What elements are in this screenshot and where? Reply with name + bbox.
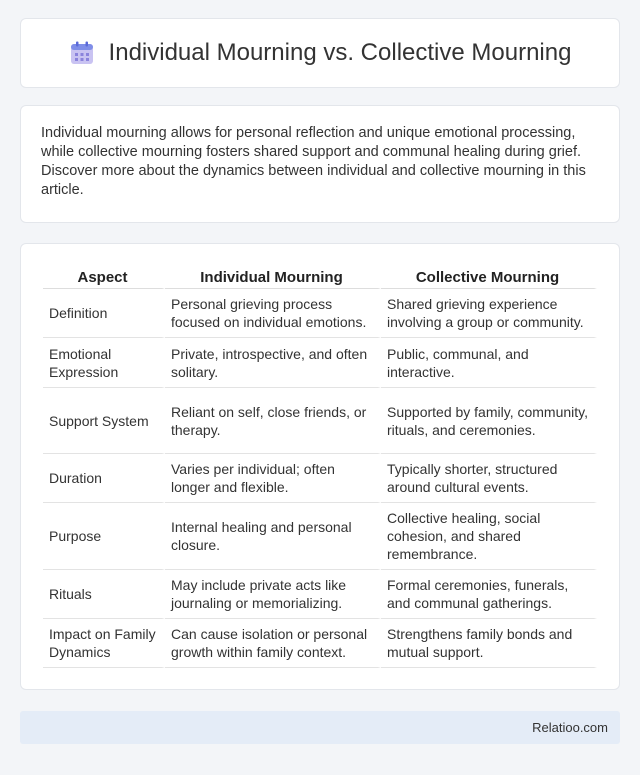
aspect-cell: Impact on Family Dynamics: [43, 619, 165, 668]
table-row: [43, 289, 597, 338]
individual-cell: Can cause isolation or personal growth within family context.: [165, 619, 381, 668]
aspect-cell: Rituals: [43, 570, 165, 619]
table-row: [43, 619, 597, 668]
aspect-cell: Definition: [43, 289, 165, 338]
individual-cell: Personal grieving process focused on individual emotions.: [165, 289, 381, 338]
header-individual: Individual Mourning: [165, 262, 381, 289]
table-row: [43, 503, 597, 570]
title-card: [20, 18, 620, 88]
table-header-row: [43, 262, 597, 289]
table-row: [43, 338, 597, 388]
aspect-cell: Support System: [43, 388, 165, 454]
aspect-cell: Duration: [43, 454, 165, 503]
individual-cell: Reliant on self, close friends, or therapy.: [165, 388, 381, 454]
collective-cell: Supported by family, community, rituals, and ceremonies.: [381, 388, 597, 454]
collective-cell: Formal ceremonies, funerals, and communal gatherings.: [381, 570, 597, 619]
header-aspect: Aspect: [43, 262, 165, 289]
calendar-icon: [69, 40, 95, 66]
collective-cell: Shared grieving experience involving a group or community.: [381, 289, 597, 338]
footer: [20, 711, 620, 744]
intro-text: Individual mourning allows for personal reflection and unique emotional processing, while collective mourning fosters shared support and communal healing during grief. Discover more about the dynamics between individual and collective mourning in this article.: [41, 125, 586, 198]
header-collective: Collective Mourning: [381, 262, 597, 289]
individual-cell: Varies per individual; often longer and flexible.: [165, 454, 381, 503]
intro-card: [20, 105, 620, 223]
comparison-table: [43, 262, 597, 668]
footer-brand[interactable]: Relatioo.com: [532, 720, 608, 735]
individual-cell: Internal healing and personal closure.: [165, 503, 381, 570]
page-title: Individual Mourning vs. Collective Mourning: [108, 39, 572, 66]
collective-cell: Typically shorter, structured around cultural events.: [381, 454, 597, 503]
aspect-cell: Purpose: [43, 503, 165, 570]
individual-cell: May include private acts like journaling or memorializing.: [165, 570, 381, 619]
collective-cell: Collective healing, social cohesion, and shared remembrance.: [381, 503, 597, 570]
collective-cell: Strengthens family bonds and mutual support.: [381, 619, 597, 668]
comparison-card: [20, 243, 620, 690]
table-row: [43, 388, 597, 454]
individual-cell: Private, introspective, and often solitary.: [165, 338, 381, 388]
aspect-cell: Emotional Expression: [43, 338, 165, 388]
table-row: [43, 570, 597, 619]
table-row: [43, 454, 597, 503]
collective-cell: Public, communal, and interactive.: [381, 338, 597, 388]
